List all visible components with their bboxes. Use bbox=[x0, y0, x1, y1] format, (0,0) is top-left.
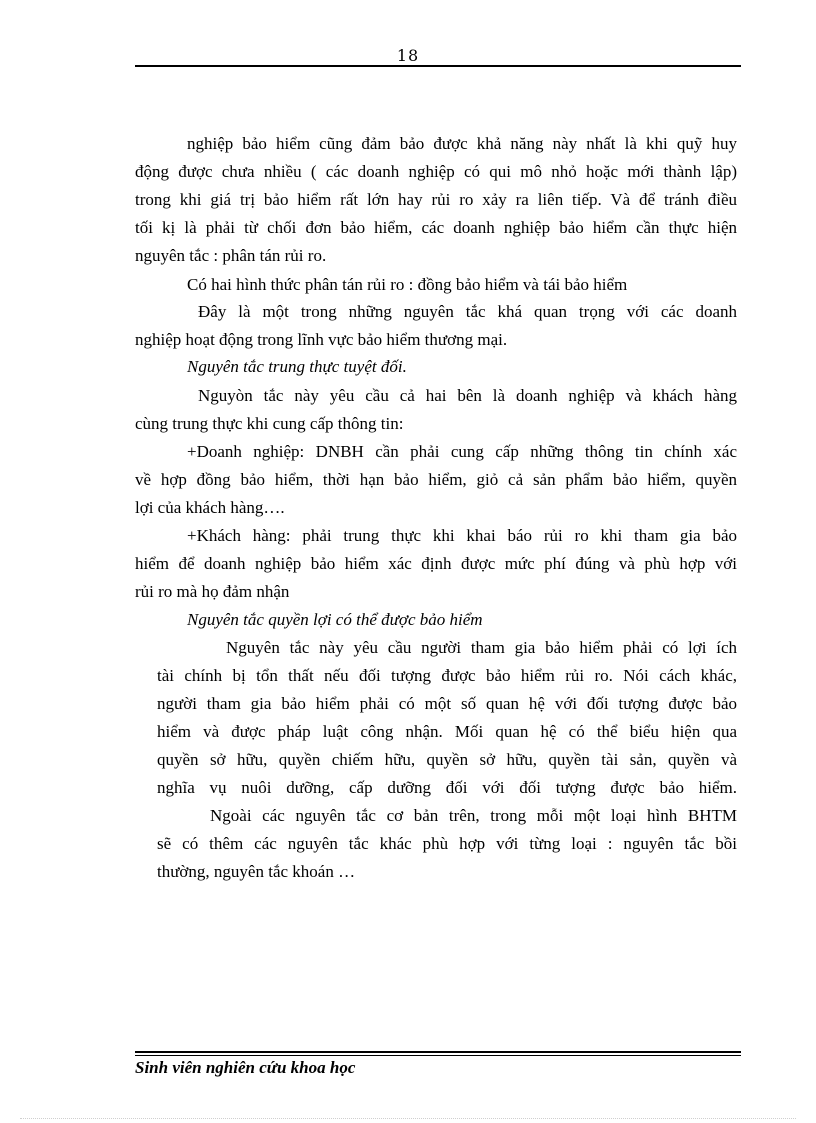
body-line: nghĩa vụ nuôi dưỡng, cấp dưỡng đối với đối tượng được bảo hiểm. bbox=[157, 778, 737, 797]
body-line: +Doanh nghiệp: DNBH cần phải cung cấp những thông tin chính xác bbox=[187, 442, 737, 461]
body-line: nguyên tắc : phân tán rủi ro. bbox=[135, 246, 327, 265]
page-edge-divider bbox=[20, 1118, 796, 1119]
body-line: tài chính bị tổn thất nếu đối tượng được bảo hiểm rủi ro. Nói cách khác, bbox=[157, 666, 737, 685]
section-heading: Nguyên tắc quyền lợi có thể được bảo hiểm bbox=[187, 610, 483, 629]
body-line: tối kị là phải từ chối đơn bảo hiểm, các doanh nghiệp bảo hiểm cần thực hiện bbox=[135, 218, 737, 237]
body-line: lợi của khách hàng…. bbox=[135, 498, 285, 517]
body-line: hiểm để doanh nghiệp bảo hiểm xác định được mức phí đúng và phù hợp với bbox=[135, 554, 737, 573]
body-line: thường, nguyên tắc khoán … bbox=[157, 862, 356, 881]
body-line: về hợp đồng bảo hiểm, thời hạn bảo hiểm, giỏ cả sản phẩm bảo hiểm, quyền bbox=[135, 470, 737, 489]
body-line: nghiệp bảo hiểm cũng đảm bảo được khả năng này nhất là khi quỹ huy bbox=[187, 134, 737, 153]
body-line: rủi ro mà họ đảm nhận bbox=[135, 582, 290, 601]
footer-rule bbox=[135, 1055, 741, 1056]
body-line: Ngoài các nguyên tắc cơ bản trên, trong mỗi một loại hình BHTM bbox=[210, 806, 737, 825]
body-line: cùng trung thực khi cung cấp thông tin: bbox=[135, 414, 404, 433]
page-number: 18 bbox=[396, 46, 420, 65]
body-line: quyền sở hữu, quyền chiếm hữu, quyền sở hữu, quyền tài sản, quyền và bbox=[157, 750, 737, 769]
body-line: động được chưa nhiều ( các doanh nghiệp có qui mô nhỏ hoặc mới thành lập) bbox=[135, 162, 737, 181]
body-line: +Khách hàng: phải trung thực khi khai báo rủi ro khi tham gia bảo bbox=[187, 526, 737, 545]
body-line: sẽ có thêm các nguyên tắc khác phù hợp với từng loại : nguyên tắc bồi bbox=[157, 834, 737, 853]
header-rule bbox=[135, 65, 741, 67]
body-line: hiểm và được pháp luật công nhận. Mối quan hệ có thể biểu hiện qua bbox=[157, 722, 737, 741]
body-line: Nguyên tắc này yêu cầu người tham gia bảo hiểm phải có lợi ích bbox=[226, 638, 737, 657]
body-line: Nguyòn tắc này yêu cầu cả hai bên là doanh nghiệp và khách hàng bbox=[198, 386, 737, 405]
footer-text: Sinh viên nghiên cứu khoa học bbox=[135, 1058, 356, 1077]
body-line: trong khi giá trị bảo hiểm rất lớn hay rủi ro xảy ra liên tiếp. Và để tránh điều bbox=[135, 190, 737, 209]
body-line: Có hai hình thức phân tán rủi ro : đồng bảo hiểm và tái bảo hiểm bbox=[187, 275, 628, 294]
body-line: nghiệp hoạt động trong lĩnh vực bảo hiểm thương mại. bbox=[135, 330, 508, 349]
section-heading: Nguyên tắc trung thực tuyệt đối. bbox=[187, 357, 407, 376]
body-line: người tham gia bảo hiểm phải có một số quan hệ với đối tượng được bảo bbox=[157, 694, 737, 713]
footer-rule bbox=[135, 1051, 741, 1053]
body-line: Đây là một trong những nguyên tắc khá quan trọng với các doanh bbox=[198, 302, 737, 321]
